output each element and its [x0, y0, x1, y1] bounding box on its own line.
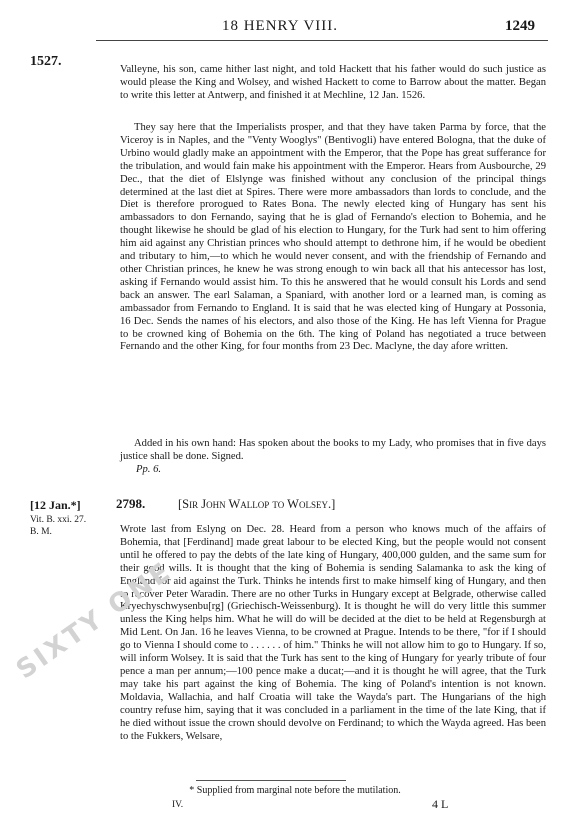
previous-entry-paragraph-2: They say here that the Imperialists prosper, and that they have taken Parma by force, that the Viceroy is in Naples, and the "Venty Wooglys" (Bentivogli) have entered Bologna, that the duke of Urbino would gladly make an appointment with the Emperor, that the Pope has great sufferance for the tribulation, and would fain make his appointment with the Emperor. Hears from Ausbourche, 29 Dec., that the diet of Elslynge was finished without any conclusion of the principal things determined at the last diet at Spires. There were more ambassadors than lords to conclude, and the Diet is therefore prorogued to Rates Bona. The newly elected king of Hungary has sent his ambassadors to don Fernando, saying that he is glad of Fernando's election to Bohemia, and he thought likewise he should be glad of his election to Hungary, for the Turk had sent to him offering him aid against any Christian princes who should attempt to dethrone him, if he would be obedient and tributary to him,—to which he would never consent, and with the friendship of Fernando and other Christian princes, he knew he was strong enough to win back all that his antecessor has lost, asking if Fernando would assist him. To this he answered that he would consult his Lords and send back an answer. The earl Salaman, a Spaniard, with another lord or a learned man, is coming as ambassador from Fernando to England. It is said that he was elected king of Hungary at Possonia, 16 Dec. Sends the names of his electors, and also those of the King. He has left Vienna for Prague to be crowned king of Bohemia on the 6th. The king of Poland has negotiated a truce between Fernando and the other King, for four months from 23 Dec. Maclyne, the day afore written. — [120, 122, 546, 353]
signature-mark: 4 L — [432, 797, 449, 811]
entry-number: 2798. — [116, 496, 146, 511]
previous-entry-paragraph-1: Valleyne, his son, came hither last night, and told Hackett that his father would do such justice as would please the King and Wolsey, and wished Hackett to come to Barrow about the matter. Began to write this letter at Antwerp, and finished it at Mechline, 12 Jan. 1526. — [120, 64, 546, 101]
reference-line-1: Vit. B. xxi. 27. — [30, 515, 87, 525]
entry-title: [Sir John Wallop to Wolsey.] — [178, 497, 336, 511]
reference-line-2: B. M. — [30, 527, 52, 537]
entry-text: Wrote last from Eslyng on Dec. 28. Heard from a person who knows much of the affairs of Bohemia, that [Ferdinand] made great labour to be elected King, but the people would not consent until he offered to pay the debts of the late king of Hungary, 400,000 gulden, and the same sum for their good wills. It is thought that the king of Bohemia is sending Salamanka to ask the king of England for aid against the Turk. Thinks he intends first to make himself king of Hungary, and then to recover Peter Waradin. There are no other Turks in Hungary except at Belgrade, otherwise called Kryechyschwysenbu[rg] (Griechisch-Weissenburg). It is thought he will do very little this summer unless the King helps him. What he will do will be decided at the diet to be held at Regensburgh at Mid Lent. On Jan. 16 he leaves Vienna, to be crowned at Prague. Intends to be there, "for if I should go to Vienna I should come to . . . . . . of him." Thinks he will not allow him to go to Hungary. If so, will inform Wolsey. It is said that the Turk has sent to the king of Hungary for yearly tribute of four pence a man per annum;—100 pence make a ducat;—and it is thought he will agree, that the Turk may take his part against the king of Bohemia. The king of Poland's intention is not known. Moldavia, Wallachia, and half Croatia will take the Wayda's part. The Hungarians of the high country refuse him, saying that it was concluded in a parliament in the time of the late King, that if he died without issue the crown should devolve on Ferdinand; to which the Wayda agreed. Has been to the Fukkers, Welsare, — [120, 524, 546, 742]
page-number: 1249 — [505, 18, 535, 34]
running-title: 18 HENRY VIII. — [221, 18, 339, 34]
footnote-rule — [196, 780, 346, 781]
header-rule — [96, 40, 548, 41]
page-count: Pp. 6. — [136, 464, 162, 475]
footnote: * Supplied from marginal note before the mutilation. — [189, 785, 401, 796]
manuscript-reference — [30, 514, 86, 538]
volume-mark: IV. — [172, 800, 184, 810]
marginal-stamp: SIXTY ONE — [11, 556, 178, 686]
margin-year: 1527. — [30, 54, 62, 69]
entry-date: [12 Jan.*] — [30, 498, 81, 512]
previous-entry-postscript: Added in his own hand: Has spoken about the books to my Lady, who promises that in five days justice shall be done. Signed. — [120, 438, 546, 462]
